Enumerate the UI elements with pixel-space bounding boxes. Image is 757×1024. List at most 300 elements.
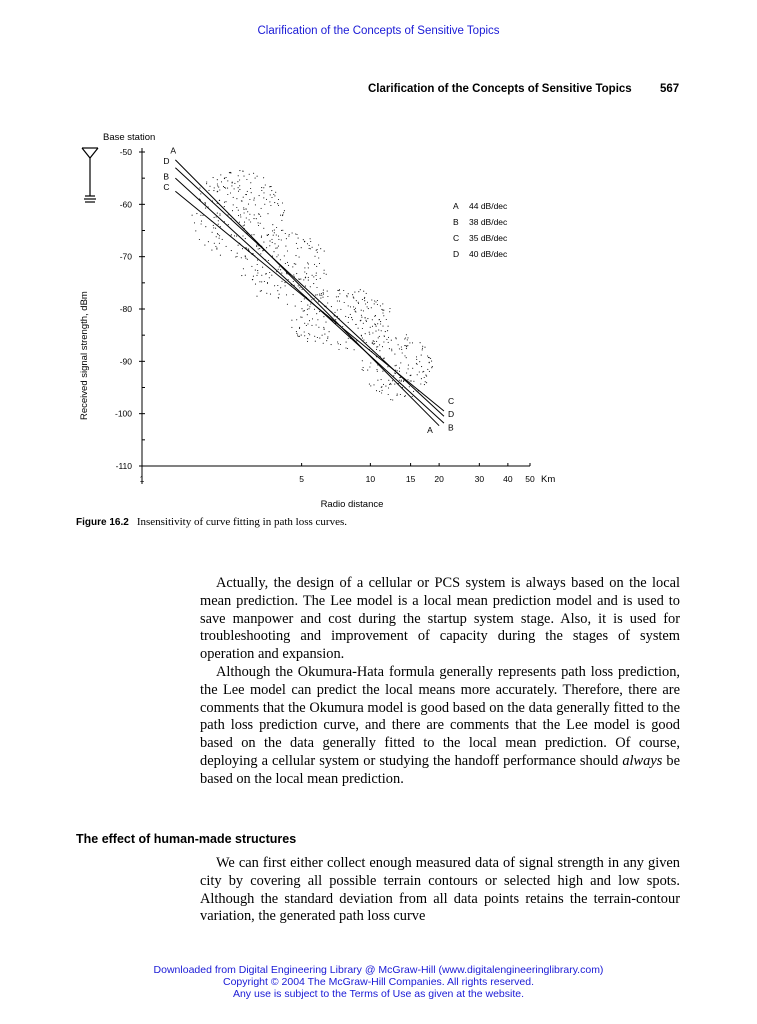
x-tick-label: 15 (405, 474, 416, 484)
y-tick-label: -90 (119, 356, 132, 367)
scatter-point (278, 246, 279, 247)
scatter-point (269, 245, 270, 246)
scatter-point (307, 314, 308, 315)
scatter-point (369, 334, 370, 335)
scatter-point (260, 223, 261, 224)
scatter-point (316, 287, 317, 288)
scatter-point (233, 197, 234, 198)
scatter-point (246, 217, 247, 218)
scatter-point (316, 273, 317, 274)
scatter-point (236, 256, 237, 257)
scatter-point (394, 372, 395, 373)
scatter-point (304, 271, 305, 272)
scatter-point (306, 273, 307, 274)
scatter-point (238, 245, 239, 246)
scatter-point (323, 327, 324, 328)
footer-download-link[interactable]: Downloaded from Digital Engineering Library @ McGraw-Hill (www.digitalengineeringlibrary.com) (153, 964, 604, 976)
scatter-point (256, 245, 257, 246)
scatter-point (376, 390, 377, 391)
scatter-point (270, 205, 271, 206)
scatter-point (285, 263, 286, 264)
scatter-point (377, 380, 378, 381)
antenna-icon (82, 148, 98, 202)
scatter-point (399, 348, 400, 349)
line-label-right: A (427, 425, 433, 436)
scatter-point (403, 381, 404, 382)
scatter-point (247, 259, 248, 260)
scatter-point (219, 243, 220, 244)
scatter-point (346, 295, 347, 296)
scatter-point (375, 301, 376, 302)
scatter-point (261, 190, 262, 191)
paragraph-2-end: be based on the local mean prediction. (200, 752, 680, 787)
scatter-point (307, 323, 308, 324)
scatter-point (324, 334, 325, 335)
scatter-point (243, 268, 244, 269)
scatter-point (376, 346, 377, 347)
scatter-point (263, 228, 264, 229)
scatter-point (372, 342, 373, 343)
scatter-point (249, 174, 250, 175)
scatter-point (416, 359, 417, 360)
scatter-point (408, 365, 409, 366)
scatter-point (259, 248, 260, 249)
scatter-point (406, 345, 407, 346)
scatter-point (304, 267, 305, 268)
scatter-point (239, 189, 240, 190)
scatter-point (342, 326, 343, 327)
scatter-point (278, 297, 279, 298)
scatter-point (282, 202, 283, 203)
scatter-point (355, 308, 356, 309)
scatter-point (201, 223, 202, 224)
scatter-point (360, 289, 361, 290)
scatter-point (314, 256, 315, 257)
scatter-point (281, 281, 282, 282)
scatter-point (273, 251, 274, 252)
scatter-point (389, 384, 390, 385)
scatter-point (372, 319, 373, 320)
scatter-point (300, 316, 301, 317)
scatter-point (280, 287, 281, 288)
scatter-point (286, 273, 287, 274)
scatter-point (317, 294, 318, 295)
scatter-point (430, 358, 431, 359)
scatter-point (348, 293, 349, 294)
scatter-point (374, 343, 375, 344)
scatter-point (405, 337, 406, 338)
scatter-point (365, 333, 366, 334)
scatter-point (287, 304, 288, 305)
scatter-point (314, 336, 315, 337)
footer-terms-link[interactable]: Any use is subject to the Terms of Use as given at the website. (232, 988, 525, 1000)
y-tick-label: -80 (119, 304, 132, 314)
scatter-point (410, 380, 411, 381)
scatter-point (238, 187, 239, 188)
scatter-point (276, 227, 277, 228)
scatter-point (224, 177, 225, 178)
scatter-point (217, 185, 218, 186)
scatter-point (267, 235, 268, 236)
scatter-point (316, 266, 317, 267)
scatter-point (247, 211, 248, 212)
scatter-point (263, 177, 264, 178)
body-text-lower (200, 855, 680, 926)
scatter-point (317, 252, 318, 253)
scatter-point (427, 355, 428, 356)
scatter-point (432, 366, 433, 367)
scatter-point (199, 187, 200, 188)
scatter-point (239, 185, 240, 186)
scatter-point (401, 349, 402, 350)
scatter-point (271, 190, 272, 191)
scatter-point (326, 274, 327, 275)
scatter-point (277, 247, 278, 248)
fitted-lines (175, 160, 444, 426)
scatter-point (280, 259, 281, 260)
scatter-point (371, 307, 372, 308)
scatter-point (254, 198, 255, 199)
scatter-point (318, 257, 319, 258)
scatter-point (298, 336, 299, 337)
scatter-point (391, 349, 392, 350)
scatter-point (389, 308, 390, 309)
scatter-point (202, 215, 203, 216)
scatter-point (393, 375, 394, 376)
scatter-point (249, 214, 250, 215)
scatter-point (345, 347, 346, 348)
scatter-point (353, 297, 354, 298)
scatter-point (336, 296, 337, 297)
scatter-point (256, 296, 257, 297)
scatter-point (372, 332, 373, 333)
scatter-point (302, 289, 303, 290)
scatter-point (293, 274, 294, 275)
scatter-point (298, 238, 299, 239)
scatter-point (420, 383, 421, 384)
scatter-point (239, 179, 240, 180)
scatter-point (367, 306, 368, 307)
scatter-point (383, 341, 384, 342)
scatter-point (373, 344, 374, 345)
scatter-point (219, 189, 220, 190)
scatter-point (347, 296, 348, 297)
scatter-point (390, 383, 391, 384)
scatter-point (284, 282, 285, 283)
line-label-right: C (447, 396, 455, 407)
scatter-point (296, 333, 297, 334)
figure-caption (76, 516, 347, 528)
scatter-point (377, 304, 378, 305)
scatter-point (315, 341, 316, 342)
scatter-point (242, 248, 243, 249)
scatter-point (323, 273, 324, 274)
y-tick-label: -70 (119, 251, 132, 262)
scatter-point (424, 347, 425, 348)
scatter-point (319, 294, 320, 295)
scatter-point (295, 264, 296, 265)
page-number: 567 (660, 83, 680, 95)
scatter-point (240, 214, 241, 215)
legend-letter: B (453, 217, 459, 227)
scatter-point (262, 267, 263, 268)
scatter-point (379, 350, 380, 351)
scatter-point (380, 323, 381, 324)
scatter-point (395, 365, 396, 366)
top-header-link[interactable]: Clarification of the Concepts of Sensitive Topics (257, 25, 500, 37)
scatter-point (422, 371, 423, 372)
scatter-point (382, 371, 383, 372)
scatter-point (280, 269, 281, 270)
scatter-point (317, 319, 318, 320)
scatter-point (407, 337, 408, 338)
scatter-point (416, 356, 417, 357)
scatter-point (215, 246, 216, 247)
scatter-point (384, 336, 385, 337)
scatter-point (257, 272, 258, 273)
scatter-point (413, 381, 414, 382)
scatter-point (382, 390, 383, 391)
scatter-point (205, 202, 206, 203)
scatter-point (245, 275, 246, 276)
scatter-point (365, 320, 366, 321)
scatter-point (310, 241, 311, 242)
scatter-point (335, 319, 336, 320)
scatter-point (309, 248, 310, 249)
scatter-point (313, 283, 314, 284)
path-loss-chart (60, 120, 580, 515)
scatter-point (303, 311, 304, 312)
scatter-point (304, 310, 305, 311)
scatter-point (374, 323, 375, 324)
line-label-left: A (170, 145, 177, 156)
fitted-line-c (175, 191, 444, 411)
scatter-point (361, 310, 362, 311)
scatter-point (241, 275, 242, 276)
scatter-point (350, 306, 351, 307)
scatter-point (354, 349, 355, 350)
scatter-point (256, 246, 257, 247)
scatter-point (296, 234, 297, 235)
scatter-point (310, 303, 311, 304)
scatter-point (245, 256, 246, 257)
scatter-point (390, 384, 391, 385)
scatter-point (366, 321, 367, 322)
scatter-point (248, 248, 249, 249)
scatter-point (373, 340, 374, 341)
scatter-point (355, 324, 356, 325)
scatter-point (245, 258, 246, 259)
scatter-point (316, 324, 317, 325)
scatter-point (247, 191, 248, 192)
scatter-point (406, 348, 407, 349)
paragraph-2-emphasis: always (622, 752, 663, 769)
scatter-point (243, 209, 244, 210)
scatter-point (277, 203, 278, 204)
scatter-point (338, 349, 339, 350)
scatter-point (339, 293, 340, 294)
scatter-point (277, 285, 278, 286)
y-tick-label: -100 (114, 408, 132, 419)
scatter-point (274, 243, 275, 244)
scatter-point (272, 256, 273, 257)
scatter-point (308, 333, 309, 334)
scatter-point (196, 213, 197, 214)
page-footer (0, 964, 757, 1000)
scatter-point (314, 264, 315, 265)
scatter-point (378, 337, 379, 338)
scatter-point (406, 334, 407, 335)
scatter-point (219, 235, 220, 236)
scatter-point (220, 255, 221, 256)
scatter-point (327, 296, 328, 297)
scatter-point (219, 238, 220, 239)
scatter-point (304, 298, 305, 299)
scatter-point (271, 186, 272, 187)
scatter-point (234, 235, 235, 236)
scatter-point (216, 247, 217, 248)
scatter-point (304, 335, 305, 336)
scatter-point (376, 369, 377, 370)
scatter-point (399, 380, 400, 381)
scatter-point (339, 289, 340, 290)
scatter-point (208, 190, 209, 191)
footer-copyright: Copyright © 2004 The McGraw-Hill Companies. All rights reserved. (223, 976, 534, 988)
scatter-point (412, 342, 413, 343)
scatter-point (291, 320, 292, 321)
scatter-point (362, 328, 363, 329)
scatter-point (242, 170, 243, 171)
scatter-point (424, 377, 425, 378)
scatter-point (291, 327, 292, 328)
scatter-point (323, 316, 324, 317)
scatter-point (315, 275, 316, 276)
x-tick-label: 40 (503, 474, 513, 484)
scatter-point (424, 384, 425, 385)
scatter-point (421, 355, 422, 356)
scatter-point (224, 206, 225, 207)
x-unit-label: Km (541, 474, 556, 485)
scatter-point (307, 341, 308, 342)
scatter-point (363, 370, 364, 371)
scatter-point (313, 276, 314, 277)
scatter-point (213, 227, 214, 228)
scatter-point (361, 335, 362, 336)
scatter-point (231, 185, 232, 186)
scatter-point (381, 387, 382, 388)
scatter-point (412, 396, 413, 397)
scatter-point (390, 399, 391, 400)
scatter-point (400, 362, 401, 363)
scatter-point (369, 384, 370, 385)
scatter-point (382, 326, 383, 327)
scatter-point (253, 218, 254, 219)
scatter-point (382, 346, 383, 347)
scatter-point (353, 298, 354, 299)
fitted-line-d (175, 168, 444, 417)
scatter-point (362, 338, 363, 339)
scatter-point (293, 281, 294, 282)
scatter-point (379, 344, 380, 345)
scatter-point (407, 339, 408, 340)
scatter-point (360, 320, 361, 321)
scatter-point (239, 170, 240, 171)
scatter-point (367, 302, 368, 303)
scatter-point (269, 240, 270, 241)
scatter-point (379, 336, 380, 337)
scatter-point (372, 343, 373, 344)
scatter-point (326, 340, 327, 341)
line-labels (163, 146, 454, 435)
scatter-point (284, 210, 285, 211)
scatter-point (259, 195, 260, 196)
scatter-point (281, 239, 282, 240)
scatter-point (261, 275, 262, 276)
scatter-point (219, 200, 220, 201)
scatter-point (396, 395, 397, 396)
scatter-point (223, 186, 224, 187)
scatter-point (307, 243, 308, 244)
scatter-point (213, 177, 214, 178)
scatter-point (273, 194, 274, 195)
scatter-point (199, 239, 200, 240)
scatter-point (318, 301, 319, 302)
scatter-point (301, 301, 302, 302)
scatter-point (422, 348, 423, 349)
scatter-point (237, 181, 238, 182)
scatter-point (260, 216, 261, 217)
x-axis-label: Radio distance (320, 499, 384, 510)
scatter-point (358, 328, 359, 329)
scatter-point (295, 233, 296, 234)
scatter-point (240, 216, 241, 217)
scatter-point (265, 184, 266, 185)
line-label-right: D (447, 408, 455, 419)
scatter-point (271, 275, 272, 276)
scatter-point (374, 300, 375, 301)
scatter-point (239, 222, 240, 223)
scatter-point (246, 179, 247, 180)
scatter-point (224, 202, 225, 203)
scatter-point (367, 370, 368, 371)
scatter-point (371, 299, 372, 300)
scatter-point (331, 306, 332, 307)
scatter-point (227, 188, 228, 189)
x-tick-label: 50 (525, 474, 535, 484)
scatter-point (245, 194, 246, 195)
scatter-point (261, 236, 262, 237)
scatter-point (426, 376, 427, 377)
scatter-point (296, 243, 297, 244)
scatter-point (200, 215, 201, 216)
scatter-point (250, 221, 251, 222)
scatter-point (377, 346, 378, 347)
scatter-point (318, 327, 319, 328)
scatter-point (337, 300, 338, 301)
x-tick-label: 30 (474, 474, 485, 484)
scatter-point (272, 224, 273, 225)
scatter-point (323, 294, 324, 295)
scatter-point (347, 348, 348, 349)
scatter-point (391, 340, 392, 341)
scatter-point (204, 245, 205, 246)
scatter-point (419, 371, 420, 372)
scatter-point (261, 281, 262, 282)
scatter-point (222, 239, 223, 240)
scatter-point (294, 263, 295, 264)
scatter-point (258, 222, 259, 223)
scatter-point (427, 369, 428, 370)
